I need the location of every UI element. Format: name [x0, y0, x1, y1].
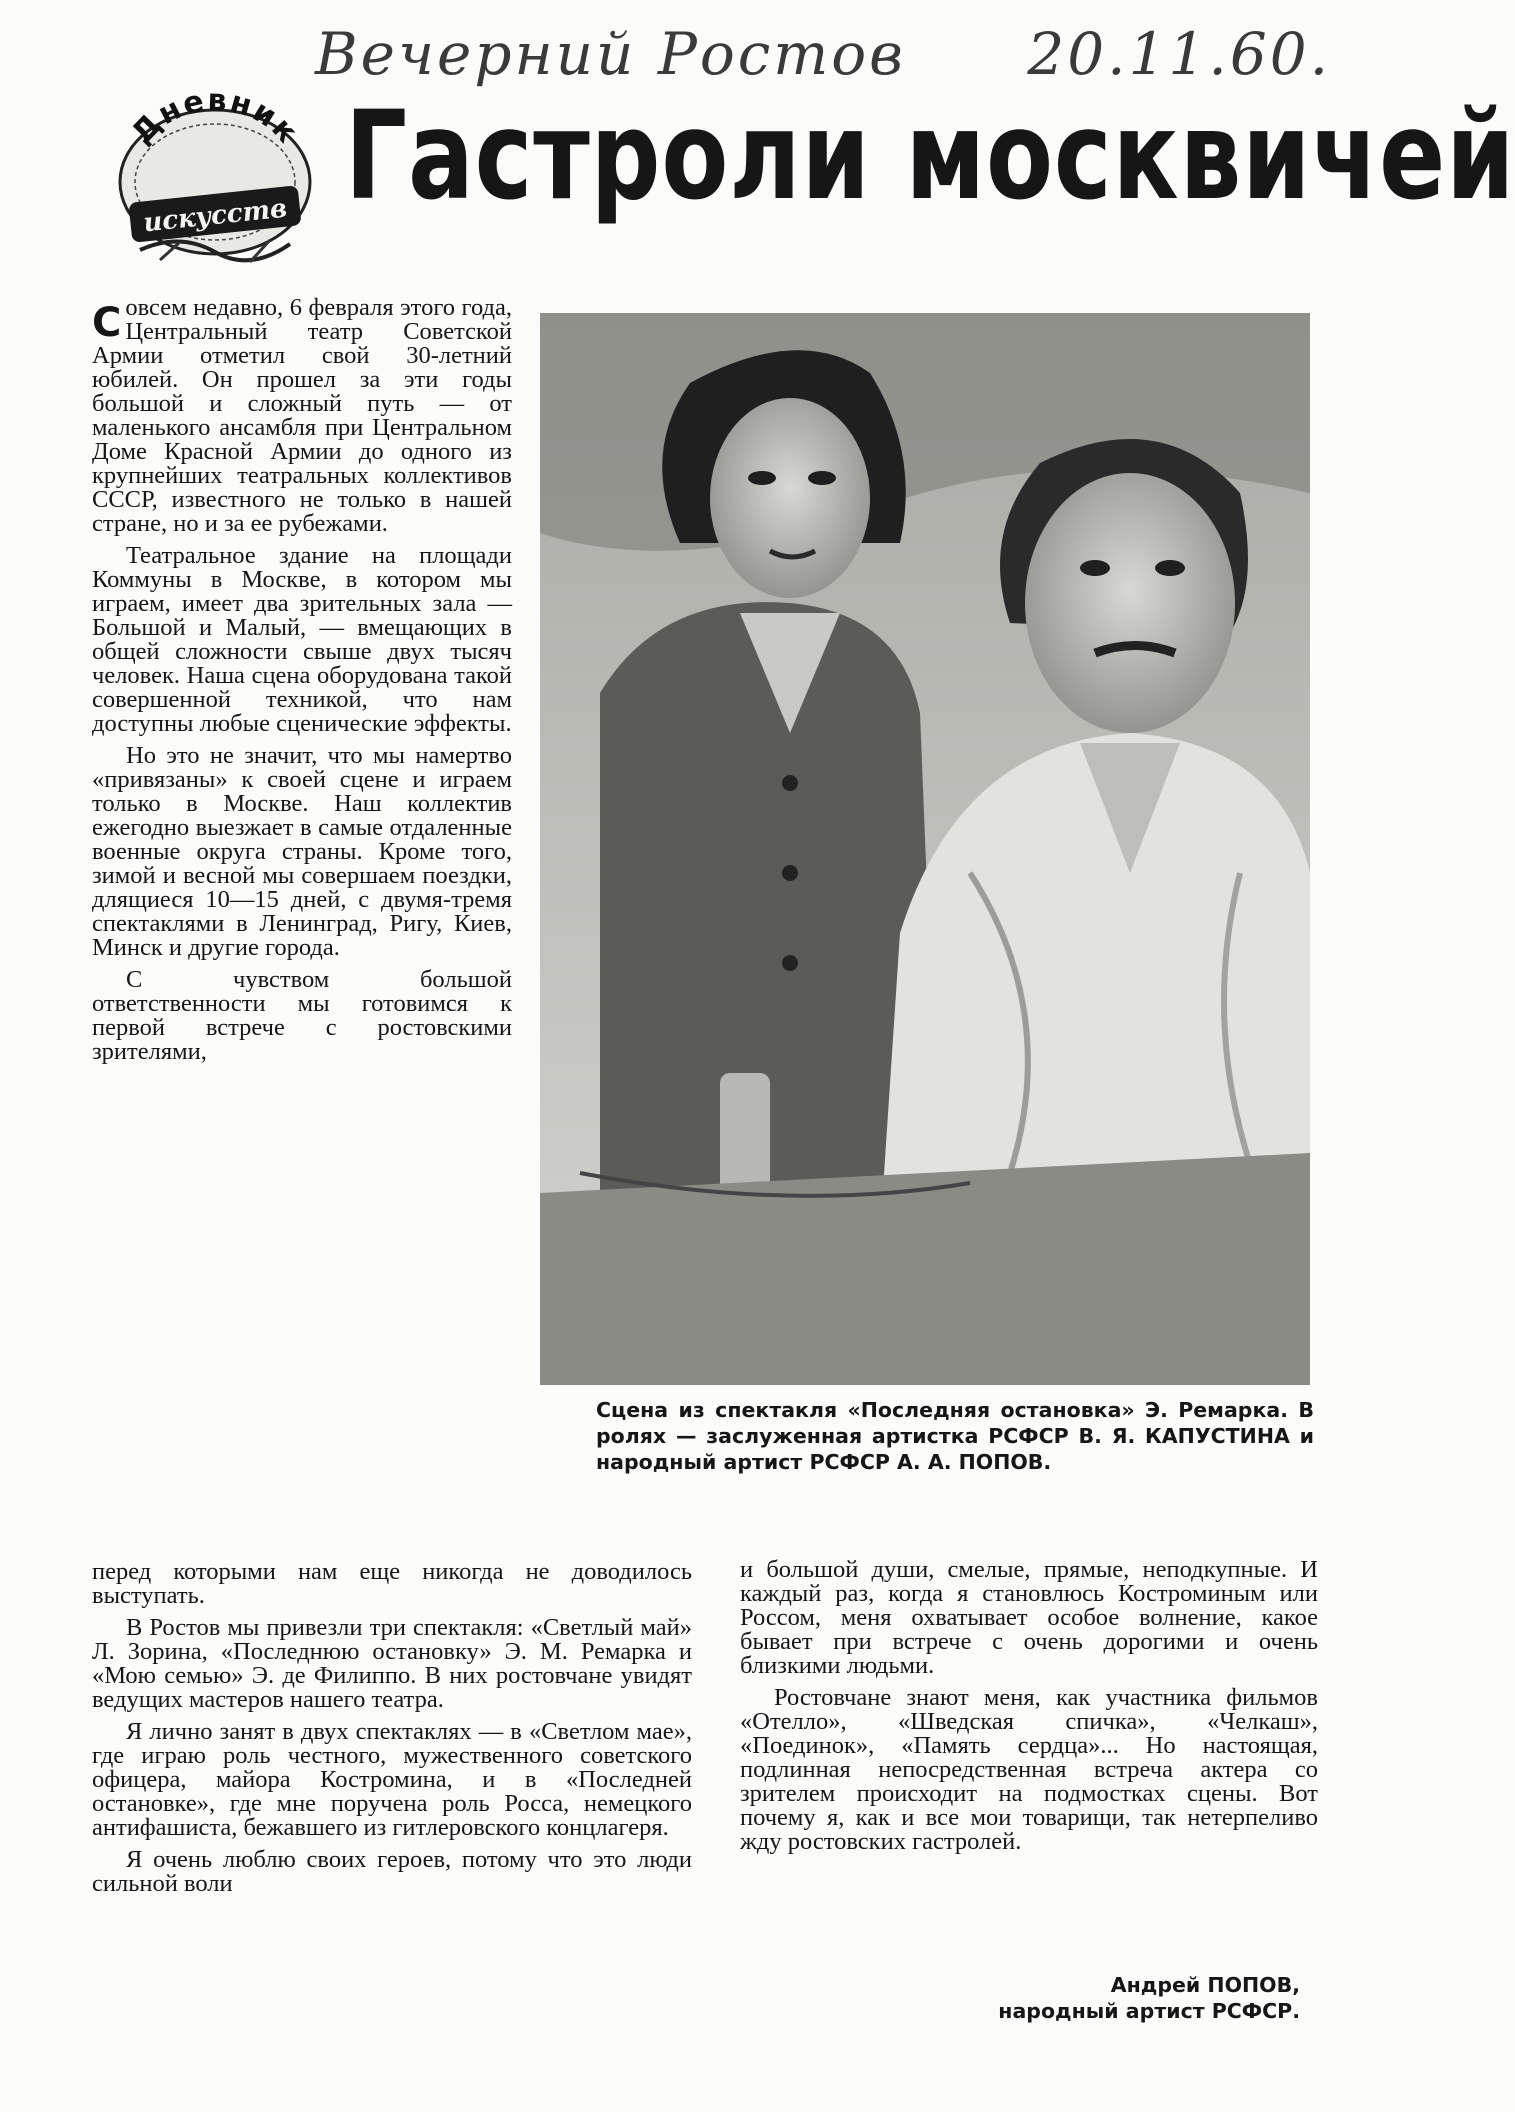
rubric-subtitle: искусств [141, 193, 289, 239]
article-paragraph: Ростовчане знают меня, как участника фильмов «Отелло», «Шведская спичка», «Челкаш», «Поединок», «Память сердца»... Но настоящая, подлинная непосредственная встреча актера со зрителем происходит на подмостках сцены. Вот почему я, как и все мои товарищи, так нетерпеливо жду ростовских гастролей. [740, 1684, 1318, 1855]
rubric-title: Дневник [125, 82, 306, 152]
author-name: Андрей ПОПОВ, [1110, 1973, 1300, 1997]
article-paragraph: С чувством большой ответственности мы готовимся к первой встрече с ростовскими зрителями, [92, 966, 512, 1065]
photo-caption: Сцена из спектакля «Последняя остановка» Э. Ремарка. В ролях — заслуженная артистка РСФСР В. Я. КАПУСТИНА и народный артист РСФСР А. А. ПОПОВ. [596, 1398, 1314, 1474]
photo-illustration [540, 313, 1310, 1385]
author-title: народный артист РСФСР. [998, 1999, 1300, 2023]
article-paragraph: Но это не значит, что мы намертво «привязаны» к своей сцене и играем только в Москве. Наш коллектив ежегодно выезжает в самые отдаленные военные округа страны. Кроме того, зимой и весной мы совершаем поездки, длящиеся 10—15 дней, с двумя-тремя спектаклями в Ленинград, Ригу, Киев, Минск и другие города. [92, 742, 512, 961]
article-paragraph: Я очень люблю своих героев, потому что это люди сильной воли [92, 1846, 692, 1897]
article-paragraph: перед которыми нам еще никогда не доводилось выступать. [92, 1558, 692, 1609]
drop-cap: С [92, 300, 122, 346]
rubric-emblem-graphic [100, 82, 330, 272]
article-paragraph: В Ростов мы привезли три спектакля: «Светлый май» Л. Зорина, «Последнюю остановку» Э. М. Ремарка и «Мою семью» Э. де Филиппо. В них ростовчане увидят ведущих мастеров нашего театра. [92, 1614, 692, 1713]
handwritten-date: 20.11.60. [1027, 20, 1332, 88]
theatre-scene-photo [540, 313, 1310, 1385]
article-paragraph: Я лично занят в двух спектаклях — в «Светлом мае», где играю роль честного, мужественного советского офицера, майора Костромина, и в «Последней остановке», где мне поручена роль Росса, немецкого антифашиста, бежавшего из гитлеровского концлагеря. [92, 1718, 692, 1841]
handwritten-newspaper: Вечерний Ростов [315, 20, 906, 88]
article-paragraph: Театральное здание на площади Коммуны в Москве, в котором мы играем, имеет два зрительных зала — Большой и Малый, — вмещающих в общей сложности свыше двух тысяч человек. Наша сцена оборудована такой совершенной техникой, что нам доступны любые сценические эффекты. [92, 542, 512, 737]
article-column-3 [740, 1558, 1318, 1862]
rubric-emblem [100, 82, 330, 272]
article-paragraph: и большой души, смелые, прямые, неподкупные. И каждый раз, когда я становлюсь Костроминым или Россом, меня охватывает особое волнение, какое бывает при встрече с очень дорогими и очень близкими людьми. [740, 1556, 1318, 1679]
handwritten-note [315, 20, 1332, 88]
article-column-2 [92, 1560, 692, 1904]
author-signature [740, 1972, 1300, 2024]
article-paragraph: Совсем недавно, 6 февраля этого года, Центральный театр Советской Армии отметил свой 30-летний юбилей. Он прошел за эти годы большой и сложный путь — от маленького ансамбля при Центральном Доме Красной Армии до одного из крупнейших театральных коллективов СССР, известного не только в нашей стране, но и за ее рубежами. [92, 294, 512, 537]
headline: Гастроли москвичей [345, 85, 1515, 227]
article-column-1 [92, 296, 512, 1072]
